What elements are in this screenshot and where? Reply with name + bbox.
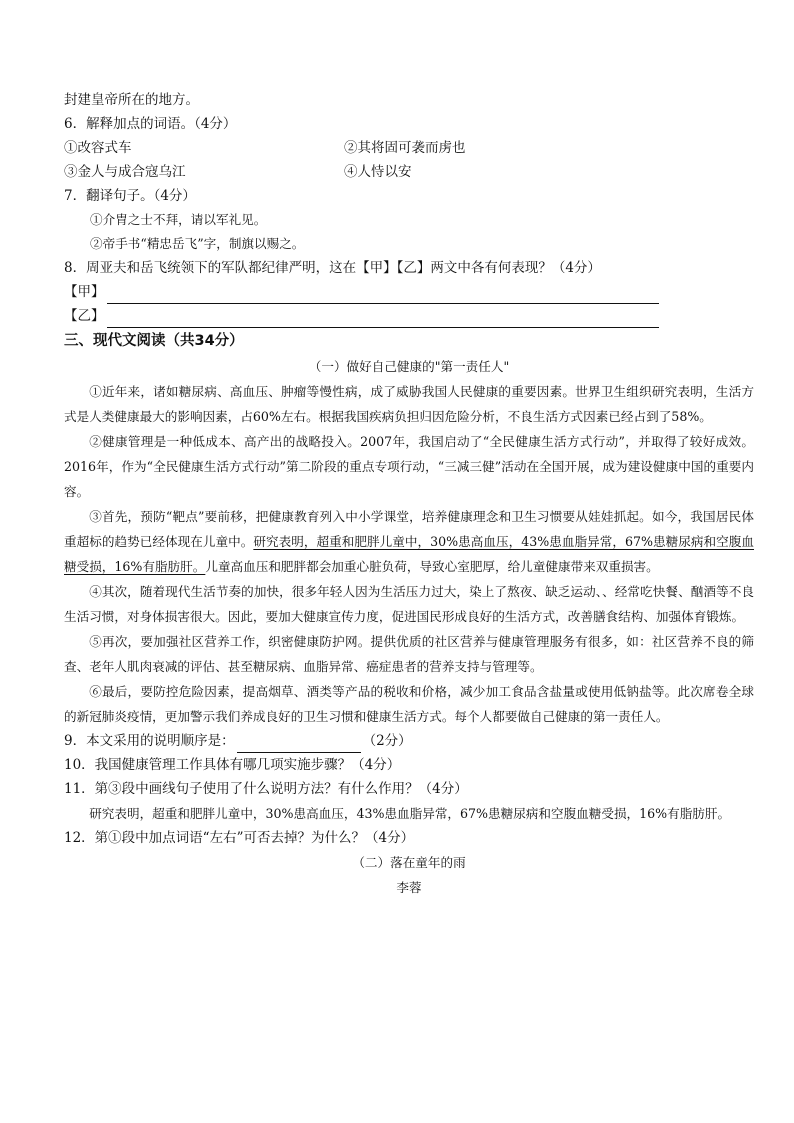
q6-option-2: ②其将固可袭而虏也 <box>344 140 466 156</box>
q7-sentence-2: ②帝手书“精忠岳飞”字，制旗以赐之。 <box>90 236 305 251</box>
q11-quote: 研究表明，超重和肥胖儿童中，30%患高血压，43%患血脂异常，67%患糖尿病和空腹血糖受损，16%有脂肪肝。 <box>89 806 731 821</box>
paragraph-2: ②健康管理是一种低成本、高产出的战略投入。2007年，我国启动了“全民健康生活方式行动”，并取得了较好成效。2016年，作为“全民健康生活方式行动”第二阶段的重点专项行动，“三减三健”活动在全国开展，成为建设健康中国的重要内容。 <box>64 434 754 499</box>
q10-stem: 10．我国健康管理工作具体有哪几项实施步骤？（4分） <box>64 757 401 773</box>
q6-options-row-1 <box>64 136 754 160</box>
paragraph-1: ①近年来，诸如糖尿病、高血压、肿瘤等慢性病，成了威胁我国人民健康的重要因素。世界卫生组织研究表明，生活方式是人类健康最大的影响因素，占60%左右。根据我国疾病负担归因危险分析，不良生活方式因素已经占到了58%。 <box>64 384 754 424</box>
q8-answer-jia <box>64 280 754 304</box>
q6-option-4: ④人恃以安 <box>344 164 412 180</box>
q8-answer-line-yi[interactable] <box>107 309 659 328</box>
q9-score: （2分） <box>362 733 412 749</box>
section-heading: 三、现代文阅读（共34分） <box>64 333 244 349</box>
q9 <box>64 729 754 753</box>
q7-stem: 7．翻译句子。（4分） <box>64 188 196 204</box>
q6-stem: 6．解释加点的词语。（4分） <box>64 116 237 132</box>
q8-stem: 8．周亚夫和岳飞统领下的军队都纪律严明，这在【甲】【乙】两文中各有何表现？（4分） <box>64 260 601 276</box>
q11-stem: 11．第③段中画线句子使用了什么说明方法？有什么作用？（4分） <box>64 781 468 797</box>
paragraph-6: ⑥最后，要防控危险因素，提高烟草、酒类等产品的税收和价格，减少加工食品含盐量或使用低钠盐等。此次席卷全球的新冠肺炎疫情，更加警示我们养成良好的卫生习惯和健康生活方式。每个人都要做自己健康的第一责任人。 <box>64 684 754 724</box>
q6-options-row-2 <box>64 160 754 184</box>
q9-stem: 9．本文采用的说明顺序是： <box>64 733 235 749</box>
q9-answer-blank[interactable] <box>237 736 361 753</box>
q8-label-yi: 【乙】 <box>64 308 105 324</box>
q8-label-jia: 【甲】 <box>64 284 105 300</box>
q12-stem: 12．第①段中加点词语“左右”可否去掉？为什么？（4分） <box>64 830 415 846</box>
article2-author: 李蓉 <box>396 880 422 895</box>
paragraph-3-after: 儿童高血压和肥胖都会加重心脏负荷，导致心室肥厚，给儿童健康带来双重损害。 <box>205 559 659 574</box>
article1-title: （一）做好自己健康的"第一责任人" <box>308 359 510 374</box>
paragraph-4: ④其次，随着现代生活节奏的加快，很多年轻人因为生活压力过大，染上了熬夜、缺乏运动、、经常吃快餐、酗酒等不良生活习惯，对身体损害很大。因此，要加大健康宣传力度，促进国民形成良好的生活方式，改善膳食结构、加强体育锻炼。 <box>64 584 754 624</box>
q6-option-1: ①改容式车 <box>64 140 132 156</box>
article2-title: （二）落在童年的雨 <box>352 855 466 870</box>
exam-page <box>64 88 754 900</box>
q6-option-3: ③金人与成合寇乌江 <box>64 164 186 180</box>
paragraph-3-before: ③首先，预防“靶点”要前移，把健康教育列入中小学课堂，培养健康理念和卫生习惯要从娃娃抓起。如今，我国居民体重超标的趋势已经体现在儿童中。 <box>64 509 754 549</box>
intro-tail: 封建皇帝所在的地方。 <box>64 92 199 108</box>
paragraph-5: ⑤再次，要加强社区营养工作，织密健康防护网。提供优质的社区营养与健康管理服务有很多，如：社区营养不良的筛查、老年人肌肉衰减的评估、甚至糖尿病、血脂异常、癌症患者的营养支持与管理等。 <box>64 634 754 674</box>
q7-sentence-1: ①介胄之士不拜，请以军礼见。 <box>90 212 267 227</box>
q8-answer-line-jia[interactable] <box>107 285 659 304</box>
paragraph-3-underlined: 研究表明，超重和肥胖儿童中，30%患高血压，43%患血脂异常，67%患糖尿病和空腹血糖受损，16%有脂肪肝。 <box>64 534 755 574</box>
paragraph-3 <box>64 504 754 579</box>
q8-answer-yi <box>64 304 754 328</box>
